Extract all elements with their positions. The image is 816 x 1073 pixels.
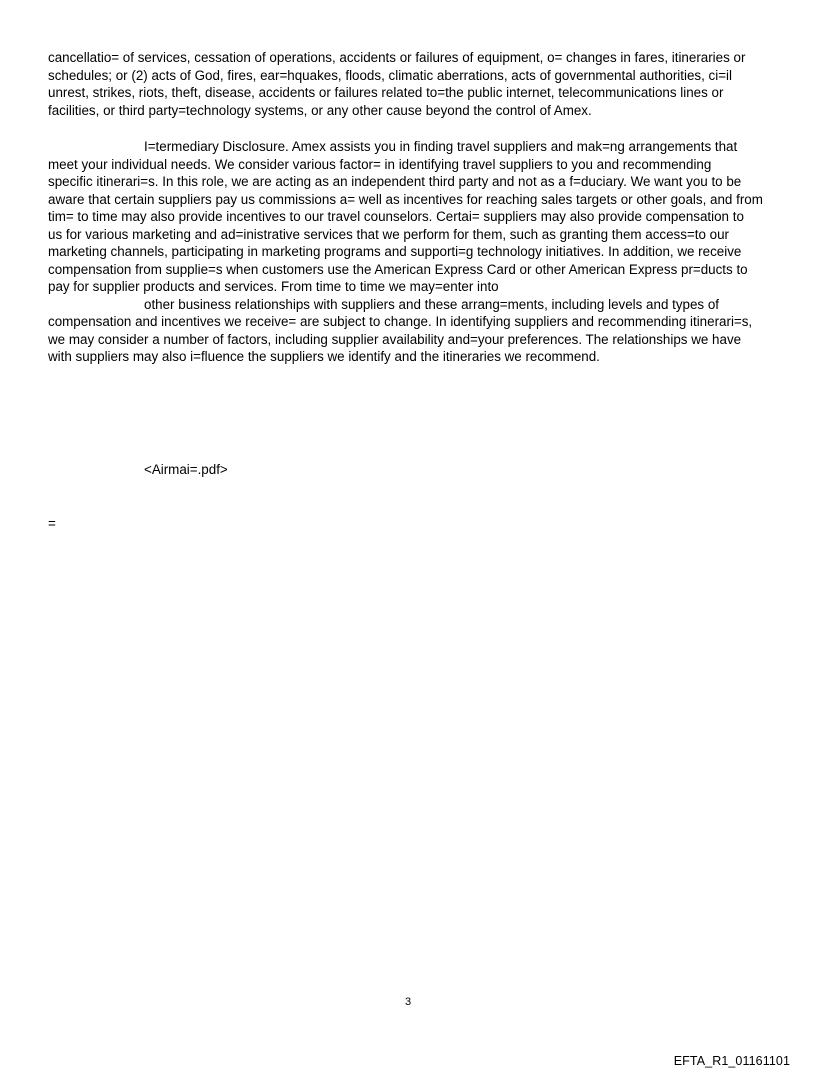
text-line: compensation from supplie=s when customers use the American Express Card or other American Express pr=ducts to bbox=[48, 261, 748, 277]
text-line: with suppliers may also i=fluence the suppliers we identify and the itineraries we recommend. bbox=[48, 349, 600, 364]
text-line: cancellatio= of services, cessation of operations, accidents or failures of equipment, o= changes in fares, itineraries or bbox=[48, 50, 746, 65]
text-line: facilities, or third party=technology systems, or any other cause beyond the control of Amex. bbox=[48, 102, 592, 118]
text-line: we may consider a number of factors, including supplier availability and=your preferences. The relationships we have bbox=[48, 331, 742, 347]
text-line: compensation and incentives we receive= are subject to change. In identifying suppliers and recommending itinerari=s, bbox=[48, 314, 753, 329]
text-line: I=termediary Disclosure. Amex assists you in finding travel suppliers and mak=ng arrangements that bbox=[144, 139, 738, 154]
text-line: us for various marketing and ad=inistrative services that we perform for them, such as granting them access=to our bbox=[48, 226, 730, 242]
text-line: unrest, strikes, riots, theft, disease, accidents or failures related to=the public internet, telecommunications lines or bbox=[48, 85, 724, 100]
trailing-equals-mark: = bbox=[48, 516, 56, 531]
text-line: marketing channels, participating in marketing programs and supporti=g technology initiatives. In addition, we receive bbox=[48, 244, 742, 259]
page-number: 3 bbox=[404, 996, 412, 1008]
text-line: pay for supplier products and services. From time to time we may=enter into bbox=[48, 279, 499, 294]
paragraph-intermediary-disclosure bbox=[48, 138, 770, 366]
attachment-reference: <Airmai=.pdf> bbox=[144, 462, 228, 477]
text-line: schedules; or (2) acts of God, fires, ear=hquakes, floods, climatic aberrations, acts of governmental authorities, ci=il bbox=[48, 67, 732, 83]
text-line: specific itinerari=s. In this role, we are acting as an independent third party and not as a f=duciary. We want you to be bbox=[48, 174, 742, 189]
text-line: other business relationships with suppliers and these arrang=ments, including levels and types of bbox=[144, 296, 720, 312]
text-line: meet your individual needs. We consider various factor= in identifying travel suppliers to you and recommending bbox=[48, 156, 712, 172]
text-line: tim= to time may also provide incentives to our travel counselors. Certai= suppliers may also provide compensation to bbox=[48, 209, 744, 224]
bates-number: EFTA_R1_01161101 bbox=[673, 1054, 790, 1068]
text-line: aware that certain suppliers pay us commissions a= well as incentives for reaching sales targets or other goals, and from bbox=[48, 191, 763, 207]
paragraph-liability bbox=[48, 49, 770, 119]
